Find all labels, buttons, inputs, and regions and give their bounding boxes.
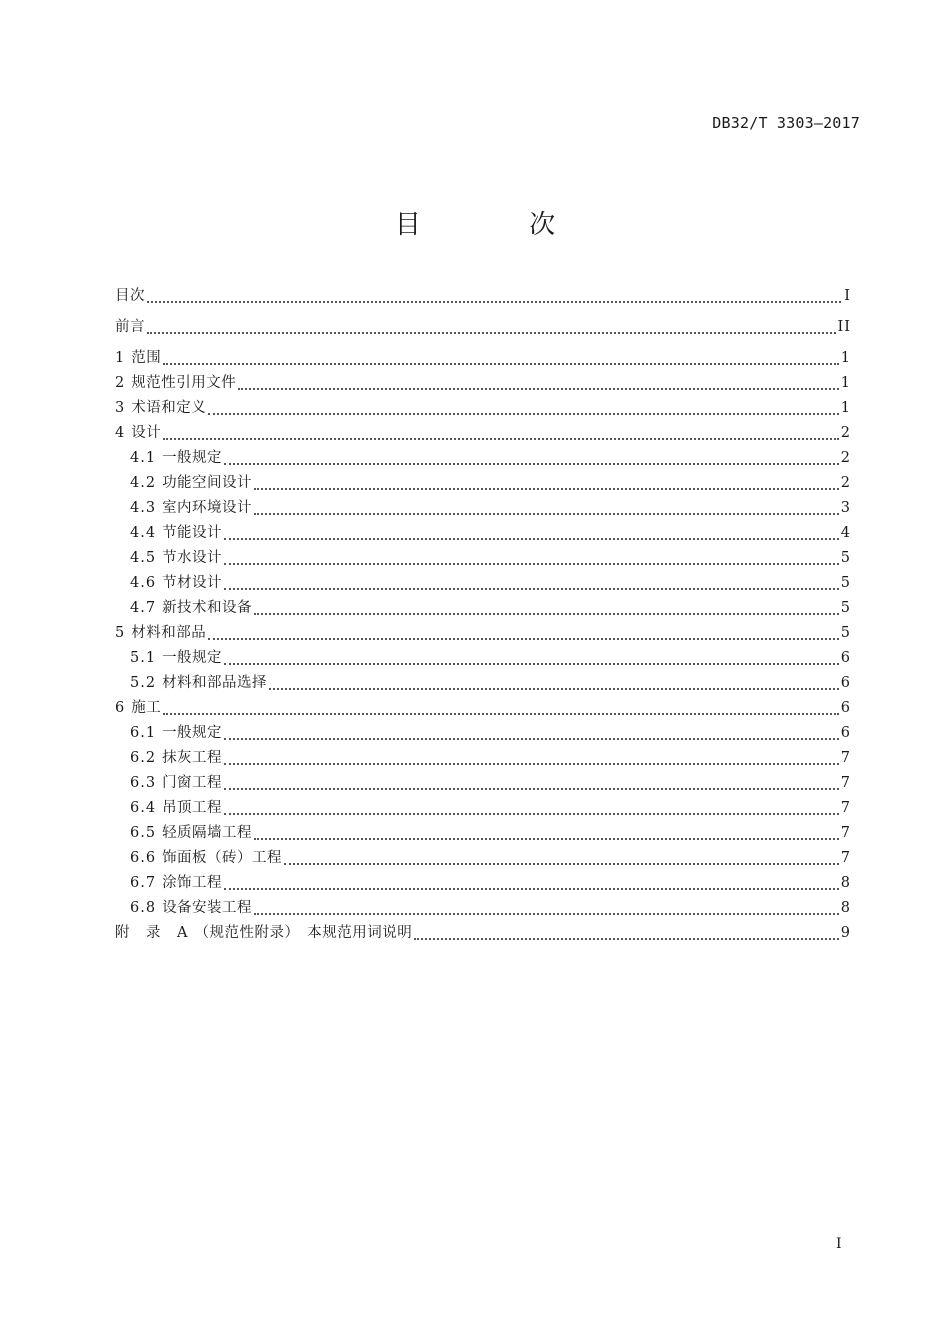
toc-entry-label: 范围 bbox=[131, 350, 162, 366]
toc-entry-number: 2 bbox=[115, 375, 126, 391]
footer-page-number: I bbox=[836, 1236, 842, 1252]
toc-entry-number: 6 bbox=[115, 700, 126, 716]
table-of-contents bbox=[115, 284, 851, 946]
toc-entry-label: 饰面板（砖）工程 bbox=[162, 850, 283, 866]
toc-entry-label: 设计 bbox=[131, 425, 162, 441]
toc-entry-page: 1 bbox=[840, 400, 851, 416]
toc-entry-label: 前言 bbox=[115, 319, 145, 335]
toc-entry-page: 8 bbox=[840, 875, 851, 891]
toc-entry-number: 4 bbox=[115, 425, 126, 441]
toc-dot-leader bbox=[254, 913, 839, 915]
toc-entry-label: 一般规定 bbox=[162, 650, 223, 666]
toc-entry-label: 一般规定 bbox=[162, 725, 223, 741]
toc-entry[interactable] bbox=[115, 771, 851, 796]
toc-dot-leader bbox=[224, 763, 839, 765]
toc-entry-number: 4.5 bbox=[130, 550, 157, 566]
toc-entry[interactable] bbox=[115, 646, 851, 671]
toc-entry-number: 4.3 bbox=[130, 500, 157, 516]
toc-entry-page: 5 bbox=[840, 550, 851, 566]
toc-entry[interactable] bbox=[115, 421, 851, 446]
toc-entry[interactable] bbox=[115, 746, 851, 771]
toc-entry-number: 6.2 bbox=[130, 750, 157, 766]
toc-entry-page: 3 bbox=[840, 500, 851, 516]
toc-entry-number: 6.7 bbox=[130, 875, 157, 891]
toc-entry[interactable] bbox=[115, 346, 851, 371]
toc-entry-page: 1 bbox=[840, 350, 851, 366]
toc-entry[interactable] bbox=[115, 546, 851, 571]
toc-entry-label: 室内环境设计 bbox=[162, 500, 253, 516]
toc-entry-page: 1 bbox=[840, 375, 851, 391]
toc-entry-number: 4.7 bbox=[130, 600, 157, 616]
toc-entry-page: 8 bbox=[840, 900, 851, 916]
toc-entry-number: 4.6 bbox=[130, 575, 157, 591]
toc-entry-label: 轻质隔墙工程 bbox=[162, 825, 253, 841]
toc-entry-label: 新技术和设备 bbox=[162, 600, 253, 616]
toc-entry[interactable] bbox=[115, 696, 851, 721]
toc-entry-number: 附 录 A bbox=[115, 925, 189, 941]
toc-entry-number: 4.4 bbox=[130, 525, 157, 541]
toc-entry-page: 7 bbox=[840, 750, 851, 766]
toc-entry-label: 节水设计 bbox=[162, 550, 223, 566]
toc-entry-page: 4 bbox=[840, 525, 851, 541]
toc-entry-label: 抹灰工程 bbox=[162, 750, 223, 766]
toc-entry[interactable] bbox=[115, 896, 851, 921]
toc-entry-page: 9 bbox=[840, 925, 851, 941]
toc-entry[interactable] bbox=[115, 521, 851, 546]
toc-entry[interactable] bbox=[115, 496, 851, 521]
toc-entry[interactable] bbox=[115, 315, 851, 340]
toc-entry[interactable] bbox=[115, 621, 851, 646]
toc-entry-number: 5 bbox=[115, 625, 126, 641]
page-title: 目 次 bbox=[394, 210, 606, 240]
toc-entry[interactable] bbox=[115, 284, 851, 309]
toc-entry-page: 2 bbox=[840, 475, 851, 491]
toc-dot-leader bbox=[284, 863, 839, 865]
toc-entry-number: 4.1 bbox=[130, 450, 157, 466]
toc-entry-number: 1 bbox=[115, 350, 126, 366]
toc-entry-label: 施工 bbox=[131, 700, 162, 716]
toc-dot-leader bbox=[147, 332, 836, 334]
toc-dot-leader bbox=[414, 938, 839, 940]
toc-dot-leader bbox=[224, 888, 839, 890]
toc-entry-page: 7 bbox=[840, 775, 851, 791]
toc-entry[interactable] bbox=[115, 371, 851, 396]
toc-entry[interactable] bbox=[115, 471, 851, 496]
toc-entry-number: 6.4 bbox=[130, 800, 157, 816]
toc-dot-leader bbox=[224, 788, 839, 790]
toc-entry-page: 2 bbox=[840, 425, 851, 441]
toc-entry-number: 5.2 bbox=[130, 675, 157, 691]
toc-entry-number: 6.6 bbox=[130, 850, 157, 866]
toc-entry-page: 6 bbox=[840, 700, 851, 716]
toc-dot-leader bbox=[254, 513, 839, 515]
toc-entry[interactable] bbox=[115, 871, 851, 896]
toc-entry[interactable] bbox=[115, 721, 851, 746]
toc-entry-label: 一般规定 bbox=[162, 450, 223, 466]
toc-entry-page: 7 bbox=[840, 825, 851, 841]
toc-dot-leader bbox=[147, 301, 841, 303]
toc-entry-number: 6.5 bbox=[130, 825, 157, 841]
toc-entry-page: 5 bbox=[840, 575, 851, 591]
toc-dot-leader bbox=[254, 838, 839, 840]
toc-entry-page: 6 bbox=[840, 675, 851, 691]
toc-entry-page: I bbox=[844, 288, 851, 304]
toc-dot-leader bbox=[208, 638, 839, 640]
toc-entry-number: 6.8 bbox=[130, 900, 157, 916]
toc-dot-leader bbox=[163, 363, 839, 365]
toc-entry-label: 材料和部品选择 bbox=[162, 675, 268, 691]
document-code: DB32/T 3303—2017 bbox=[712, 114, 860, 132]
toc-entry[interactable] bbox=[115, 446, 851, 471]
toc-entry-number: 6.3 bbox=[130, 775, 157, 791]
toc-entry-label: 术语和定义 bbox=[131, 400, 207, 416]
toc-entry[interactable] bbox=[115, 846, 851, 871]
toc-entry[interactable] bbox=[115, 571, 851, 596]
toc-entry[interactable] bbox=[115, 821, 851, 846]
toc-entry-number: 6.1 bbox=[130, 725, 157, 741]
toc-entry-number: 3 bbox=[115, 400, 126, 416]
toc-entry-label: 节能设计 bbox=[162, 525, 223, 541]
toc-dot-leader bbox=[224, 463, 839, 465]
toc-dot-leader bbox=[269, 688, 839, 690]
toc-entry-page: 5 bbox=[840, 625, 851, 641]
toc-entry-label: 门窗工程 bbox=[162, 775, 223, 791]
toc-dot-leader bbox=[208, 413, 839, 415]
toc-entry-label: 吊顶工程 bbox=[162, 800, 223, 816]
toc-dot-leader bbox=[224, 813, 839, 815]
toc-entry-label: 涂饰工程 bbox=[162, 875, 223, 891]
toc-entry-number: 5.1 bbox=[130, 650, 157, 666]
toc-entry-page: II bbox=[837, 319, 851, 335]
toc-entry-label: （规范性附录） 本规范用词说明 bbox=[194, 925, 413, 941]
toc-entry[interactable] bbox=[115, 596, 851, 621]
toc-entry-page: 6 bbox=[840, 725, 851, 741]
toc-entry[interactable] bbox=[115, 671, 851, 696]
toc-entry-label: 材料和部品 bbox=[131, 625, 207, 641]
toc-dot-leader bbox=[163, 713, 839, 715]
toc-entry-page: 5 bbox=[840, 600, 851, 616]
toc-entry[interactable] bbox=[115, 796, 851, 821]
toc-dot-leader bbox=[224, 538, 839, 540]
toc-entry-label: 规范性引用文件 bbox=[131, 375, 237, 391]
toc-dot-leader bbox=[224, 563, 839, 565]
toc-dot-leader bbox=[224, 738, 839, 740]
toc-entry-page: 2 bbox=[840, 450, 851, 466]
toc-entry[interactable] bbox=[115, 921, 851, 946]
toc-dot-leader bbox=[224, 588, 839, 590]
toc-dot-leader bbox=[238, 388, 839, 390]
toc-entry-number: 4.2 bbox=[130, 475, 157, 491]
toc-entry-label: 目次 bbox=[115, 288, 145, 304]
toc-entry-page: 7 bbox=[840, 850, 851, 866]
toc-entry-label: 节材设计 bbox=[162, 575, 223, 591]
toc-dot-leader bbox=[224, 663, 839, 665]
toc-dot-leader bbox=[163, 438, 839, 440]
toc-entry-label: 功能空间设计 bbox=[162, 475, 253, 491]
toc-entry-page: 7 bbox=[840, 800, 851, 816]
toc-entry-page: 6 bbox=[840, 650, 851, 666]
toc-entry[interactable] bbox=[115, 396, 851, 421]
toc-dot-leader bbox=[254, 488, 839, 490]
toc-entry-label: 设备安装工程 bbox=[162, 900, 253, 916]
toc-dot-leader bbox=[254, 613, 839, 615]
